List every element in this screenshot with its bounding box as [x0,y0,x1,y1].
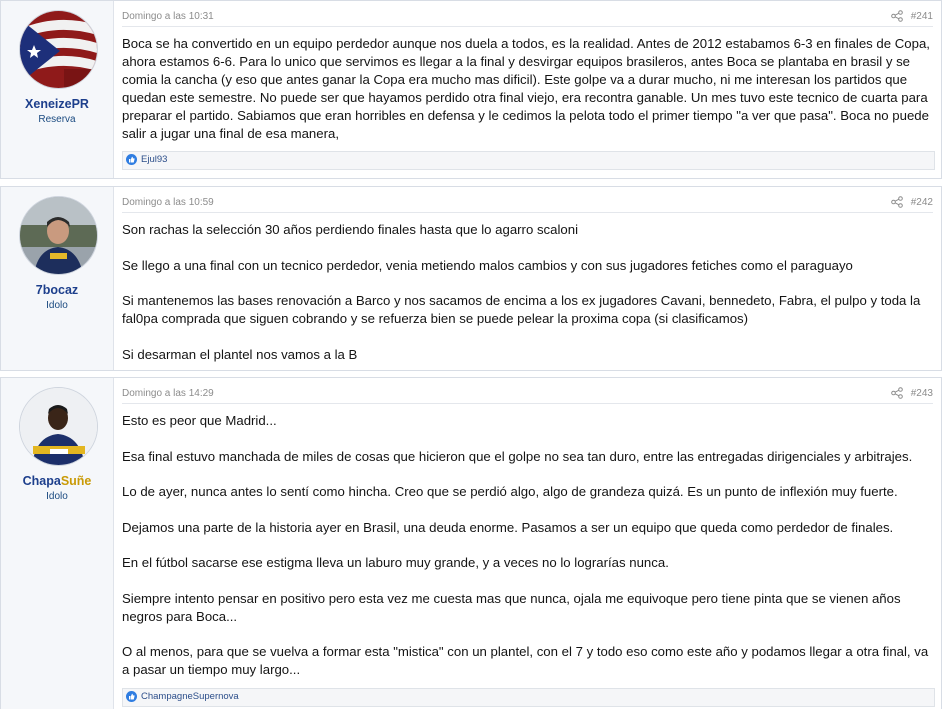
post-number[interactable]: #241 [910,11,933,22]
reaction-users[interactable]: Ejul93 [141,154,168,165]
post-number[interactable]: #242 [910,197,933,208]
post-paragraph: O al menos, para que se vuelva a formar esta "mistica" con un plantel, con el 7 y todo eso como este año y podamos llegar a otra final, va a pasar un tiempo muy largo... [122,644,929,677]
post-paragraph: Esa final estuvo manchada de miles de cosas que hicieron que el golpe no sea tan duro, entre las entregadas dirigenciales y arbitrajes. [122,448,913,464]
divider [122,212,933,213]
avatar[interactable] [19,196,98,275]
post-meta [122,197,933,211]
user-title: Reserva [38,114,76,125]
divider [122,26,933,27]
like-icon [126,154,137,165]
post-meta [122,11,933,25]
username-part2: Suñe [60,474,92,488]
post-date[interactable]: Domingo a las 10:31 [122,11,214,22]
post-paragraph: Siempre intento pensar en positivo pero esta vez me cuesta mas que nunca, ojala me equivoque pero tiene pinta que se vienen años negros para Boca... [122,590,901,624]
post-date[interactable]: Domingo a las 14:29 [122,388,214,399]
post-main [114,1,941,178]
avatar[interactable] [19,387,98,466]
post-number[interactable]: #243 [910,388,933,399]
username[interactable] [1,474,113,488]
user-panel [1,1,114,178]
avatar[interactable] [19,10,98,89]
username[interactable]: 7bocaz [35,283,79,297]
username-part1: Chapa [22,474,61,488]
post-body [122,221,935,381]
share-icon[interactable] [891,10,903,22]
post-paragraph: En el fútbol sacarse ese estigma lleva un laburo muy grande, y a veces no lo lograrías nunca. [122,555,669,570]
post-243 [0,377,942,709]
user-title: Idolo [46,491,68,502]
share-icon[interactable] [891,196,903,208]
reactions-bar[interactable] [122,151,935,170]
like-icon [126,691,137,702]
post-main [114,378,941,709]
user-panel [1,378,114,709]
user-title: Idolo [46,300,68,311]
post-paragraph: Si mantenemos las bases renovación a Barco y nos sacamos de encima a los ex jugadores Cavani, bennedeto, Fabra, el pulpo y toda la fal0pa comprada que siguen cobrando y se refuerza bien se puede pelear la proxima copa (si clasificamos) [122,293,921,326]
post-paragraph: Dejamos una parte de la historia ayer en Brasil, una deuda enorme. Pasamos a ser un equipo que queda como perdedor de finales. [122,519,894,535]
username[interactable]: XeneizePR [25,97,89,111]
post-meta [122,388,933,402]
post-paragraph: Boca se ha convertido en un equipo perdedor aunque nos duela a todos, es la realidad. Antes de 2012 estabamos 6-3 en finales de Copa, ahora estamos 6-6. Para lo unico que servimos es llegar a la final y desvirgar equipos brasileros, antes Boca se plantaba en brasil y se comia la cancha (y eso que antes ganar la Copa era mucho mas dificil). Este golpe va a durar mucho, ni me interesan los partidos que quedan este semestre. No puede ser que hayamos perdido otra final viejo, era recontra ganable. Un mes tuvo este tecnico de cuarta para preparar el partido. Sabiamos que eran horribles en defensa y le cedimos la pelota todo el primer tiempo "a ver que pasa". Boca no puede salir a jugar una final de esa manera, [122,36,930,141]
post-242 [0,186,942,371]
post-paragraph: Se llego a una final con un tecnico perdedor, venia metiendo malos cambios y con sus jugadores fetiches como el paraguayo [122,257,853,273]
post-paragraph: Esto es peor que Madrid... [122,413,277,428]
post-paragraph: Si desarman el plantel nos vamos a la B [122,346,358,362]
post-paragraph: Lo de ayer, nunca antes lo sentí como hincha. Creo que se perdió algo, algo de grandeza quizá. Es un punto de inflexión muy fuerte. [122,484,898,499]
share-icon[interactable] [891,387,903,399]
post-paragraph: Son rachas la selección 30 años perdiendo finales hasta que lo agarro scaloni [122,222,578,237]
reaction-users[interactable]: ChampagneSupernova [141,691,239,702]
user-panel [1,187,114,370]
post-date[interactable]: Domingo a las 10:59 [122,197,214,208]
post-241 [0,0,942,179]
reactions-bar[interactable] [122,688,935,707]
divider [122,403,933,404]
post-main [114,187,941,370]
post-body [122,35,935,161]
post-body [122,412,935,697]
